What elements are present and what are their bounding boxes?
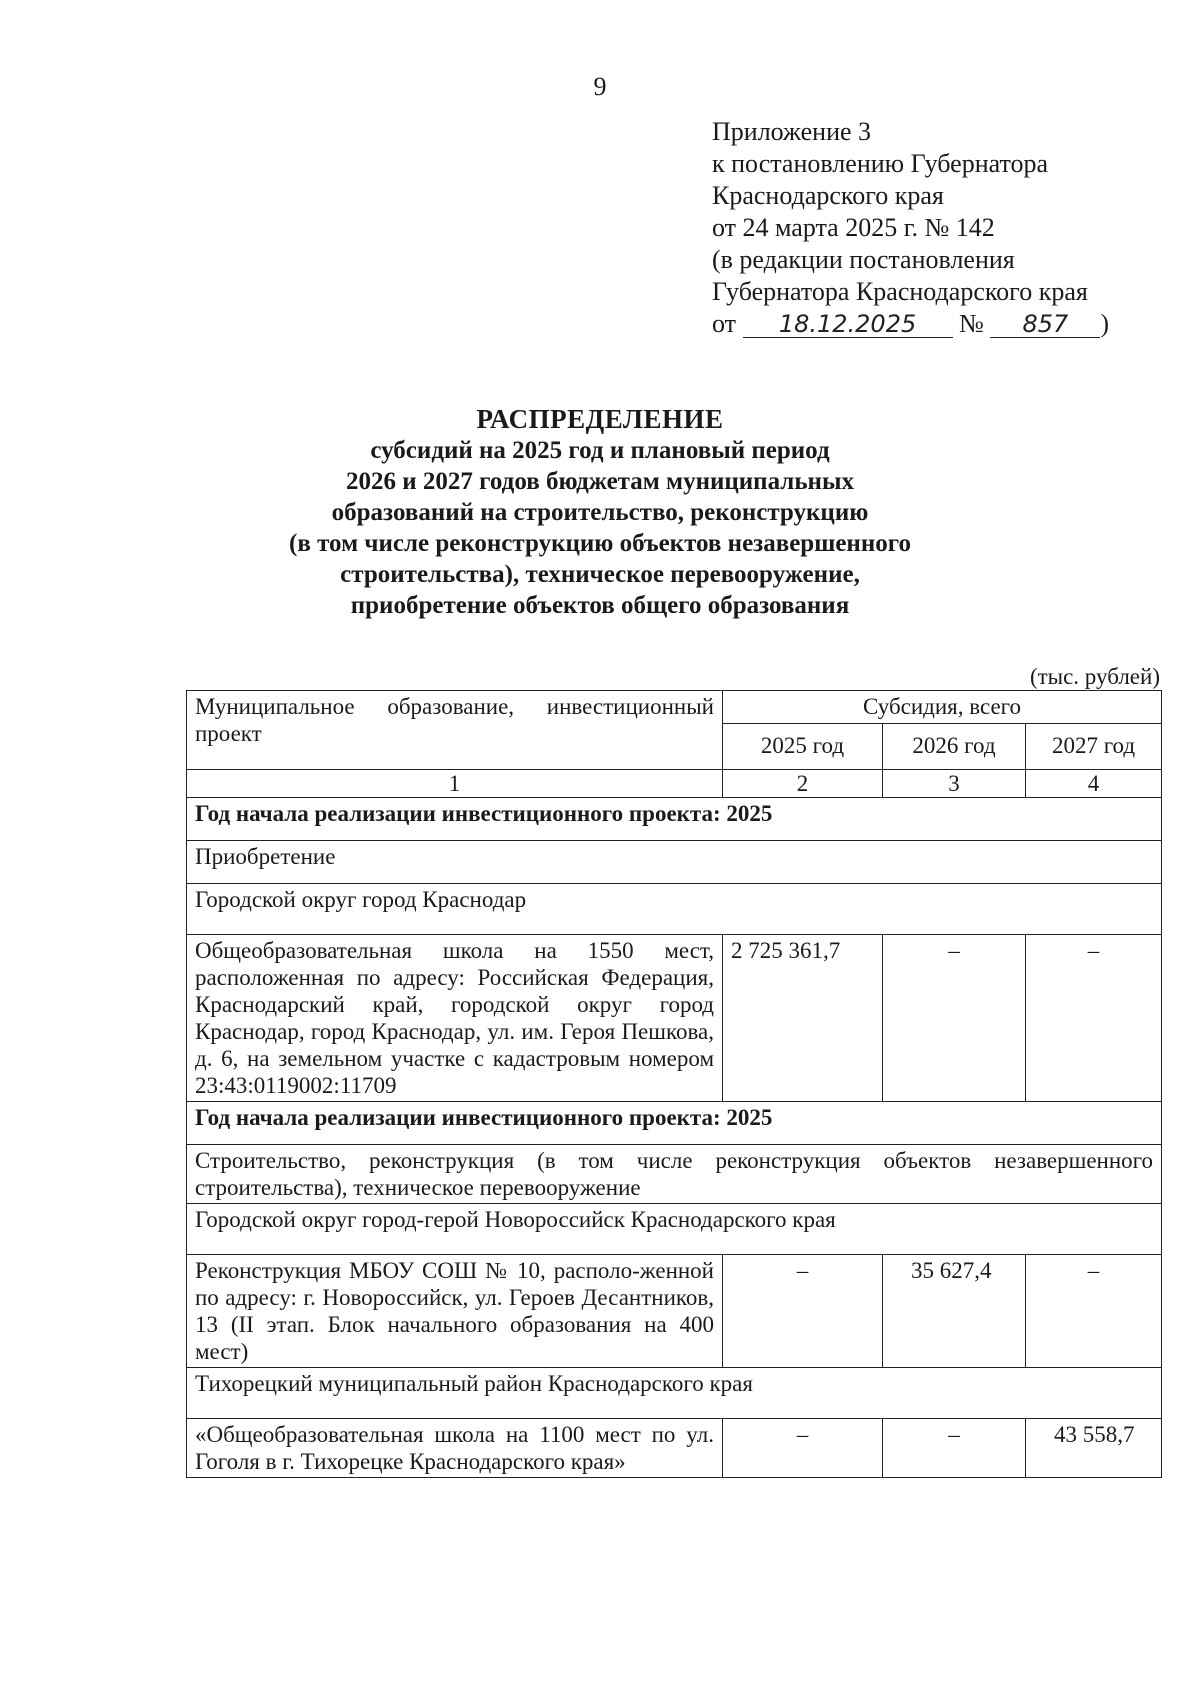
project-name: Реконструкция МБОУ СОШ № 10, располо-женной по адресу: г. Новороссийск, ул. Героев Десантников, 13 (II этап. Блок начального образования на 400 мест) [187, 1255, 723, 1368]
appendix-line: Краснодарского края [712, 181, 944, 210]
document-heading [240, 404, 960, 621]
header-year-2026: 2026 год [883, 724, 1026, 770]
section-year-label: Год начала реализации инвестиционного проекта: 2025 [187, 1102, 1162, 1145]
appendix-line: Приложение 3 [712, 117, 872, 146]
municipality-label: Городской округ город Краснодар [187, 884, 1162, 935]
page-number: 9 [593, 72, 607, 101]
document-title: РАСПРЕДЕЛЕНИЕ [476, 404, 724, 434]
subtitle-line: (в том числе реконструкцию объектов незавершенного [289, 530, 911, 557]
appendix-line: (в редакции постановления [712, 245, 1015, 274]
column-number: 4 [1026, 770, 1162, 798]
value-2025: 2 725 361,7 [723, 935, 883, 1102]
appendix-block [712, 116, 1172, 340]
column-numbers-row [187, 770, 1162, 798]
table-header-row [187, 691, 1162, 724]
section-type-label: Приобретение [187, 841, 1162, 884]
column-number: 1 [187, 770, 723, 798]
municipality-row [187, 1368, 1162, 1419]
municipality-label: Городской округ город-герой Новороссийск Краснодарского края [187, 1204, 1162, 1255]
appendix-line: к постановлению Губернатора [712, 149, 1049, 178]
table-row [187, 1419, 1162, 1478]
header-year-2027: 2027 год [1026, 724, 1162, 770]
project-name: «Общеобразовательная школа на 1100 мест по ул. Гоголя в г. Тихорецке Краснодарского края» [187, 1419, 723, 1478]
value-2027: – [1026, 935, 1162, 1102]
section-type-label: Строительство, реконструкция (в том числе реконструкция объектов незавершенного строительства), техническое перевооружение [187, 1145, 1162, 1204]
subtitle-line: строительства), техническое перевооружение, [340, 561, 860, 588]
value-2027: 43 558,7 [1026, 1419, 1162, 1478]
municipality-row [187, 884, 1162, 935]
header-municipality: Муниципальное образование, инвестиционный проект [187, 691, 723, 770]
section-year-row [187, 798, 1162, 841]
value-2026: – [883, 1419, 1026, 1478]
units-label: (тыс. рублей) [1029, 664, 1160, 689]
project-name: Общеобразовательная школа на 1550 мест, расположенная по адресу: Российская Федерация, Краснодарский край, городской округ город Краснодар, город Краснодар, ул. им. Героя Пешкова, д. 6, на земельном участке с кадастровым номером 23:43:0119002:11709 [187, 935, 723, 1102]
table-row [187, 1255, 1162, 1368]
appendix-date-line [712, 308, 1172, 340]
subtitle-line: субсидий на 2025 год и плановый период [370, 437, 830, 464]
table-row [187, 935, 1162, 1102]
handwritten-date: 18.12.2025 [743, 311, 953, 338]
appendix-line: Губернатора Краснодарского края [712, 277, 1088, 306]
value-2026: 35 627,4 [883, 1255, 1026, 1368]
date-prefix: от [712, 309, 737, 338]
value-2027: – [1026, 1255, 1162, 1368]
column-number: 3 [883, 770, 1026, 798]
value-2025: – [723, 1419, 883, 1478]
appendix-line: от 24 марта 2025 г. № 142 [712, 213, 995, 242]
section-year-row [187, 1102, 1162, 1145]
handwritten-number: 857 [990, 311, 1100, 338]
subtitle-line: образований на строительство, реконструкцию [331, 499, 869, 526]
section-type-row [187, 1145, 1162, 1204]
section-type-row [187, 841, 1162, 884]
subtitle-line: приобретение объектов общего образования [350, 592, 850, 619]
closing-paren: ) [1100, 309, 1110, 338]
value-2026: – [883, 935, 1026, 1102]
header-year-2025: 2025 год [723, 724, 883, 770]
subsidy-table [186, 690, 1162, 1478]
subtitle-line: 2026 и 2027 годов бюджетам муниципальных [346, 468, 854, 495]
municipality-label: Тихорецкий муниципальный район Краснодарского края [187, 1368, 1162, 1419]
header-subsidy-total: Субсидия, всего [723, 691, 1162, 724]
section-year-label: Год начала реализации инвестиционного проекта: 2025 [187, 798, 1162, 841]
value-2025: – [723, 1255, 883, 1368]
number-sign: № [959, 309, 984, 338]
column-number: 2 [723, 770, 883, 798]
municipality-row [187, 1204, 1162, 1255]
